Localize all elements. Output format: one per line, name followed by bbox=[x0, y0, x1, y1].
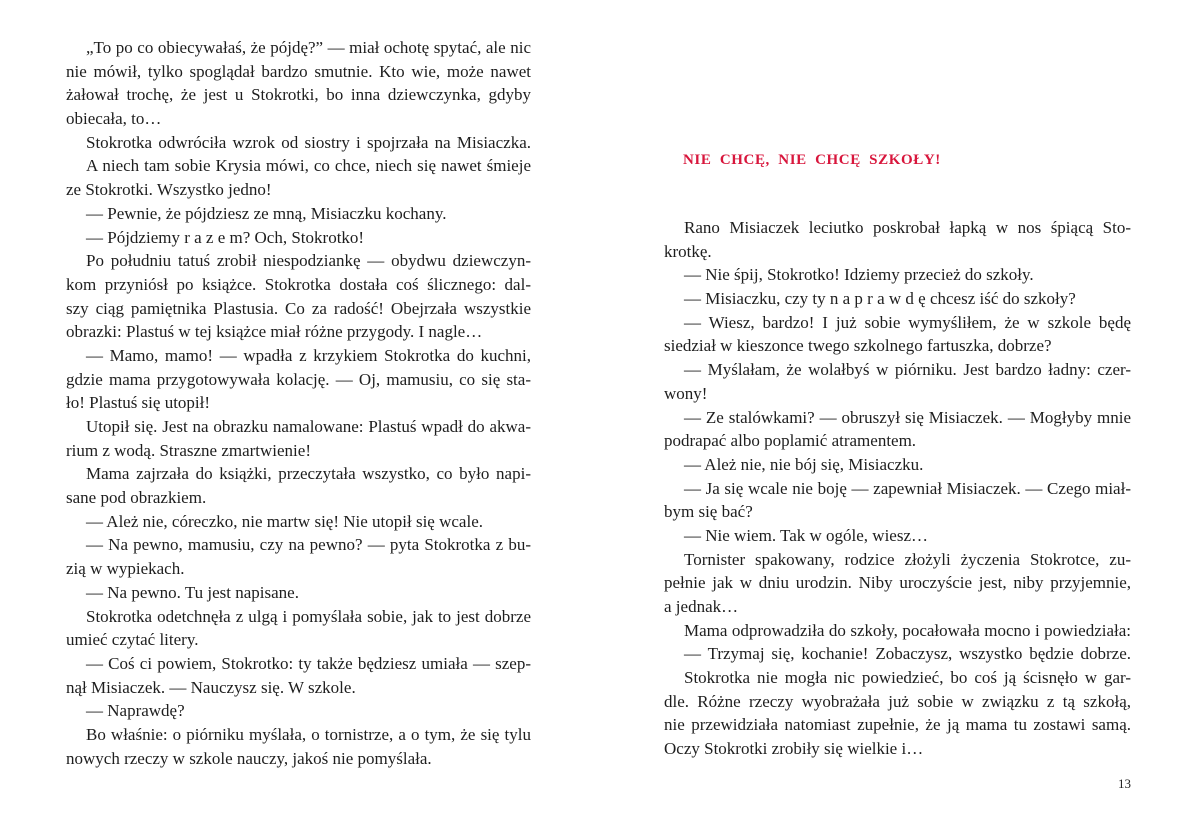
page-number: 13 bbox=[1118, 776, 1131, 791]
text-line: ze Stokrotki. Wszystko jedno! bbox=[66, 180, 272, 200]
text-line: dle. Różne rzeczy wyobrażała już sobie w związku z tą szkołą, bbox=[664, 691, 1131, 711]
text-line: — Ze stalówkami? — obruszył się Misiaczek. — Mogłyby mnie bbox=[684, 407, 1131, 427]
text-line: nął Misiaczek. — Nauczysz się. W szkole. bbox=[66, 677, 356, 697]
text-line: Mama odprowadziła do szkoły, pocałowała mocno i powiedziała: bbox=[684, 620, 1131, 640]
text-line: Bo właśnie: o piórniku myślała, o tornistrze, a o tym, że się tylu bbox=[86, 724, 531, 744]
text-line: — Na pewno. Tu jest napisane. bbox=[86, 582, 299, 602]
text-line: — Naprawdę? bbox=[86, 701, 185, 721]
text-line: gdzie mama przygotowywała kolację. — Oj, mamusiu, co się sta- bbox=[66, 369, 531, 389]
text-line: Po południu tatuś zrobił niespodziankę — obydwu dziewczyn- bbox=[86, 251, 531, 271]
text-line: — Pewnie, że pójdziesz ze mną, Misiaczku kochany. bbox=[86, 203, 447, 223]
text-line: umieć czytać litery. bbox=[66, 630, 199, 650]
text-line: — Nie śpij, Stokrotko! Idziemy przecież do szkoły. bbox=[684, 265, 1034, 285]
text-line: Stokrotka odetchnęła z ulgą i pomyślała sobie, jak to jest dobrze bbox=[86, 606, 531, 626]
text-line: — Misiaczku, czy ty n a p r a w d ę chcesz iść do szkoły? bbox=[684, 289, 1076, 309]
text-line: — Mamo, mamo! — wpadła z krzykiem Stokrotka do kuchni, bbox=[86, 345, 531, 365]
text-line: siedział w kieszonce twego szkolnego fartuszka, dobrze? bbox=[664, 336, 1052, 356]
text-line: krotkę. bbox=[664, 241, 712, 261]
text-line: — Ależ nie, córeczko, nie martw się! Nie utopił się wcale. bbox=[86, 511, 483, 531]
text-line: podrapać albo poplamić atramentem. bbox=[664, 431, 917, 451]
text-line: rium z wodą. Straszne zmartwienie! bbox=[66, 440, 311, 460]
text-line: wony! bbox=[664, 383, 708, 403]
text-line: obrazki: Plastuś w tej książce miał różne przygody. I nagle… bbox=[66, 322, 483, 342]
text-line: — Nie wiem. Tak w ogóle, wiesz… bbox=[684, 525, 929, 545]
chapter-title: NIE CHCĘ, NIE CHCĘ SZKOŁY! bbox=[683, 152, 941, 168]
text-line: Oczy Stokrotki zrobiły się wielkie i… bbox=[664, 739, 924, 759]
text-line: Utopił się. Jest na obrazku namalowane: Plastuś wpadł do akwa- bbox=[86, 417, 531, 436]
text-line: ło! Plastuś się utopił! bbox=[66, 393, 211, 413]
text-line: — Na pewno, mamusiu, czy na pewno? — pyta Stokrotka z bu- bbox=[86, 535, 531, 555]
text-line: kom przyniósł po książce. Stokrotka dostała coś ślicznego: dal- bbox=[66, 274, 531, 294]
text-line: Stokrotka odwróciła wzrok od siostry i spojrzała na Misiaczka. bbox=[86, 132, 531, 152]
text-line: — Coś ci powiem, Stokrotko: ty także będziesz umiała — szep- bbox=[86, 653, 531, 673]
text-line: a jednak… bbox=[664, 597, 739, 616]
text-line: sane pod obrazkiem. bbox=[66, 488, 207, 508]
text-line: — Trzymaj się, kochanie! Zobaczysz, wszystko będzie dobrze. bbox=[684, 644, 1131, 664]
text-line: obiecała, to… bbox=[66, 109, 162, 129]
text-line: pełnie jak w dniu urodzin. Niby uroczyście jest, niby przyjemnie, bbox=[664, 573, 1131, 593]
text-line: szy ciąg pamiętnika Plastusia. Co za radość! Obejrzała wszystkie bbox=[66, 298, 531, 318]
text-line: — Wiesz, bardzo! I już sobie wymyśliłem, że w szkole będę bbox=[684, 312, 1131, 332]
text-line: — Pójdziemy r a z e m? Och, Stokrotko! bbox=[86, 227, 365, 247]
text-line: nowych rzeczy w szkole nauczy, jakoś nie pomyślała. bbox=[66, 748, 432, 768]
right-page-text bbox=[664, 216, 1131, 761]
text-line: — Myślałam, że wolałbyś w piórniku. Jest bardzo ładny: czer- bbox=[684, 360, 1131, 380]
text-line: nie mówił, tylko spoglądał bardzo smutnie. Kto wie, może nawet bbox=[66, 61, 531, 81]
text-line: „To po co obiecywałaś, że pójdę?” — miał ochotę spytać, ale nic bbox=[86, 38, 531, 57]
text-line: żałował trochę, że jest u Stokrotki, bo inna dziewczynka, gdyby bbox=[66, 85, 531, 105]
left-page-text bbox=[66, 36, 531, 770]
text-line: Rano Misiaczek leciutko poskrobał łapką w nos śpiącą Sto- bbox=[684, 218, 1131, 237]
text-line: Stokrotka nie mogła nic powiedzieć, bo coś ją ścisnęło w gar- bbox=[684, 668, 1131, 688]
text-line: — Ja się wcale nie boję — zapewniał Misiaczek. — Czego miał- bbox=[684, 478, 1131, 498]
text-line: A niech tam sobie Krysia mówi, co chce, niech się nawet śmieje bbox=[86, 156, 531, 176]
text-line: — Ależ nie, nie bój się, Misiaczku. bbox=[684, 454, 924, 474]
text-line: bym się bać? bbox=[664, 502, 753, 522]
text-line: Mama zajrzała do książki, przeczytała wszystko, co było napi- bbox=[86, 464, 531, 484]
text-line: nie przewidziała natomiast zupełnie, że ją mama tu zostawi samą. bbox=[664, 715, 1131, 735]
text-line: Tornister spakowany, rodzice złożyli życzenia Stokrotce, zu- bbox=[684, 549, 1131, 569]
text-line: zią w wypiekach. bbox=[66, 559, 185, 579]
